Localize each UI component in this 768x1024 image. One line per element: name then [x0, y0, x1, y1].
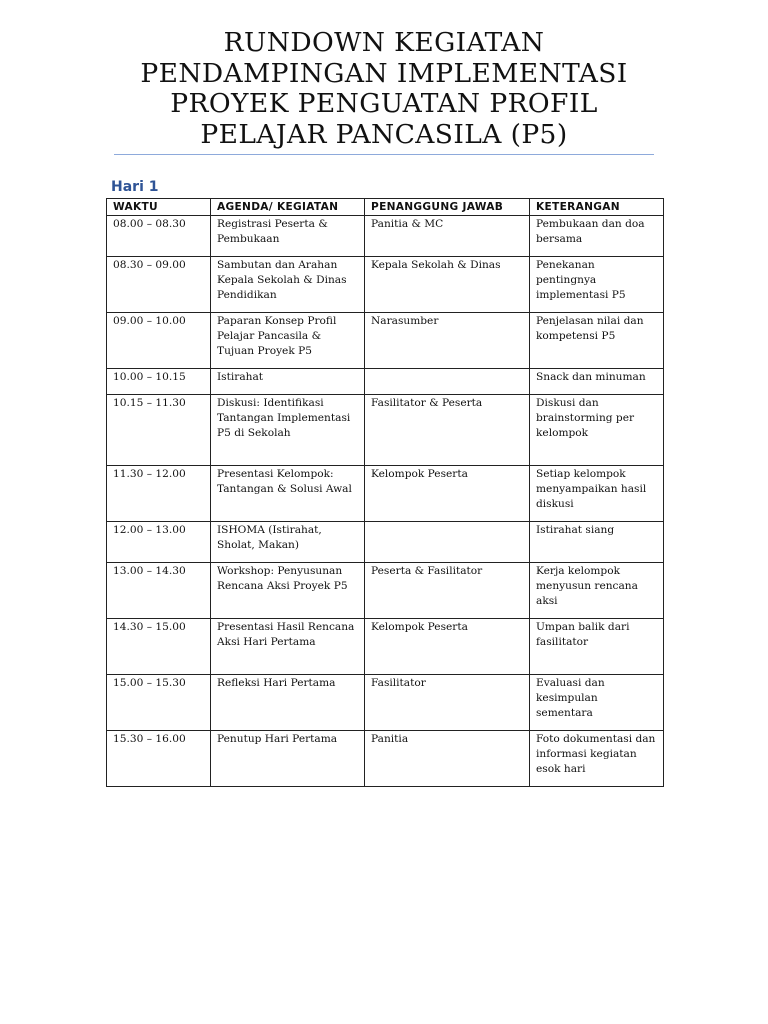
cell-notes: Foto dokumentasi dan informasi kegiatan esok hari [530, 731, 664, 787]
cell-notes: Umpan balik dari fasilitator [530, 619, 664, 675]
cell-notes: Snack dan minuman [530, 369, 664, 395]
cell-time: 10.00 – 10.15 [107, 369, 211, 395]
cell-person-in-charge [365, 522, 530, 563]
header-person-in-charge: PENANGGUNG JAWAB [365, 199, 530, 216]
cell-time: 15.30 – 16.00 [107, 731, 211, 787]
cell-agenda: Registrasi Peserta & Pembukaan [211, 216, 365, 257]
cell-agenda: Presentasi Hasil Rencana Aksi Hari Pertama [211, 619, 365, 675]
table-row [107, 369, 664, 395]
cell-notes: Setiap kelompok menyampaikan hasil diskusi [530, 466, 664, 522]
table-row [107, 731, 664, 787]
cell-agenda: Refleksi Hari Pertama [211, 675, 365, 731]
cell-time: 08.00 – 08.30 [107, 216, 211, 257]
table-row [107, 395, 664, 466]
table-row [107, 675, 664, 731]
cell-agenda: Sambutan dan Arahan Kepala Sekolah & Dinas Pendidikan [211, 257, 365, 313]
cell-notes: Diskusi dan brainstorming per kelompok [530, 395, 664, 466]
rundown-table [106, 198, 664, 787]
title-underline [114, 154, 654, 155]
cell-time: 11.30 – 12.00 [107, 466, 211, 522]
title-line: PENDAMPINGAN IMPLEMENTASI [140, 57, 628, 89]
cell-person-in-charge: Kelompok Peserta [365, 619, 530, 675]
header-notes: KETERANGAN [530, 199, 664, 216]
cell-notes: Penekanan pentingnya implementasi P5 [530, 257, 664, 313]
cell-person-in-charge: Fasilitator & Peserta [365, 395, 530, 466]
cell-time: 15.00 – 15.30 [107, 675, 211, 731]
cell-person-in-charge: Kelompok Peserta [365, 466, 530, 522]
cell-time: 10.15 – 11.30 [107, 395, 211, 466]
cell-person-in-charge: Narasumber [365, 313, 530, 369]
table-row [107, 522, 664, 563]
table-row [107, 619, 664, 675]
day-heading: Hari 1 [111, 179, 159, 195]
header-agenda: AGENDA/ KEGIATAN [211, 199, 365, 216]
table-row [107, 466, 664, 522]
table-body [107, 216, 664, 787]
header-time: WAKTU [107, 199, 211, 216]
table-row [107, 257, 664, 313]
cell-notes: Istirahat siang [530, 522, 664, 563]
table-row [107, 563, 664, 619]
cell-person-in-charge: Peserta & Fasilitator [365, 563, 530, 619]
cell-notes: Pembukaan dan doa bersama [530, 216, 664, 257]
cell-person-in-charge: Fasilitator [365, 675, 530, 731]
cell-agenda: ISHOMA (Istirahat, Sholat, Makan) [211, 522, 365, 563]
cell-notes: Kerja kelompok menyusun rencana aksi [530, 563, 664, 619]
cell-person-in-charge [365, 369, 530, 395]
document-title [100, 28, 668, 150]
cell-person-in-charge: Panitia [365, 731, 530, 787]
cell-agenda: Paparan Konsep Profil Pelajar Pancasila & Tujuan Proyek P5 [211, 313, 365, 369]
cell-agenda: Penutup Hari Pertama [211, 731, 365, 787]
table-row [107, 313, 664, 369]
cell-time: 12.00 – 13.00 [107, 522, 211, 563]
cell-time: 08.30 – 09.00 [107, 257, 211, 313]
cell-agenda: Diskusi: Identifikasi Tantangan Implementasi P5 di Sekolah [211, 395, 365, 466]
table-row [107, 216, 664, 257]
cell-time: 09.00 – 10.00 [107, 313, 211, 369]
cell-person-in-charge: Kepala Sekolah & Dinas [365, 257, 530, 313]
cell-time: 13.00 – 14.30 [107, 563, 211, 619]
cell-person-in-charge: Panitia & MC [365, 216, 530, 257]
table-header-row [107, 199, 664, 216]
cell-agenda: Presentasi Kelompok: Tantangan & Solusi Awal [211, 466, 365, 522]
cell-notes: Evaluasi dan kesimpulan sementara [530, 675, 664, 731]
title-line: PROYEK PENGUATAN PROFIL [170, 88, 598, 119]
cell-agenda: Workshop: Penyusunan Rencana Aksi Proyek P5 [211, 563, 365, 619]
cell-time: 14.30 – 15.00 [107, 619, 211, 675]
cell-notes: Penjelasan nilai dan kompetensi P5 [530, 313, 664, 369]
title-line: RUNDOWN KEGIATAN [223, 27, 545, 58]
cell-agenda: Istirahat [211, 369, 365, 395]
title-line: PELAJAR PANCASILA (P5) [200, 118, 568, 150]
